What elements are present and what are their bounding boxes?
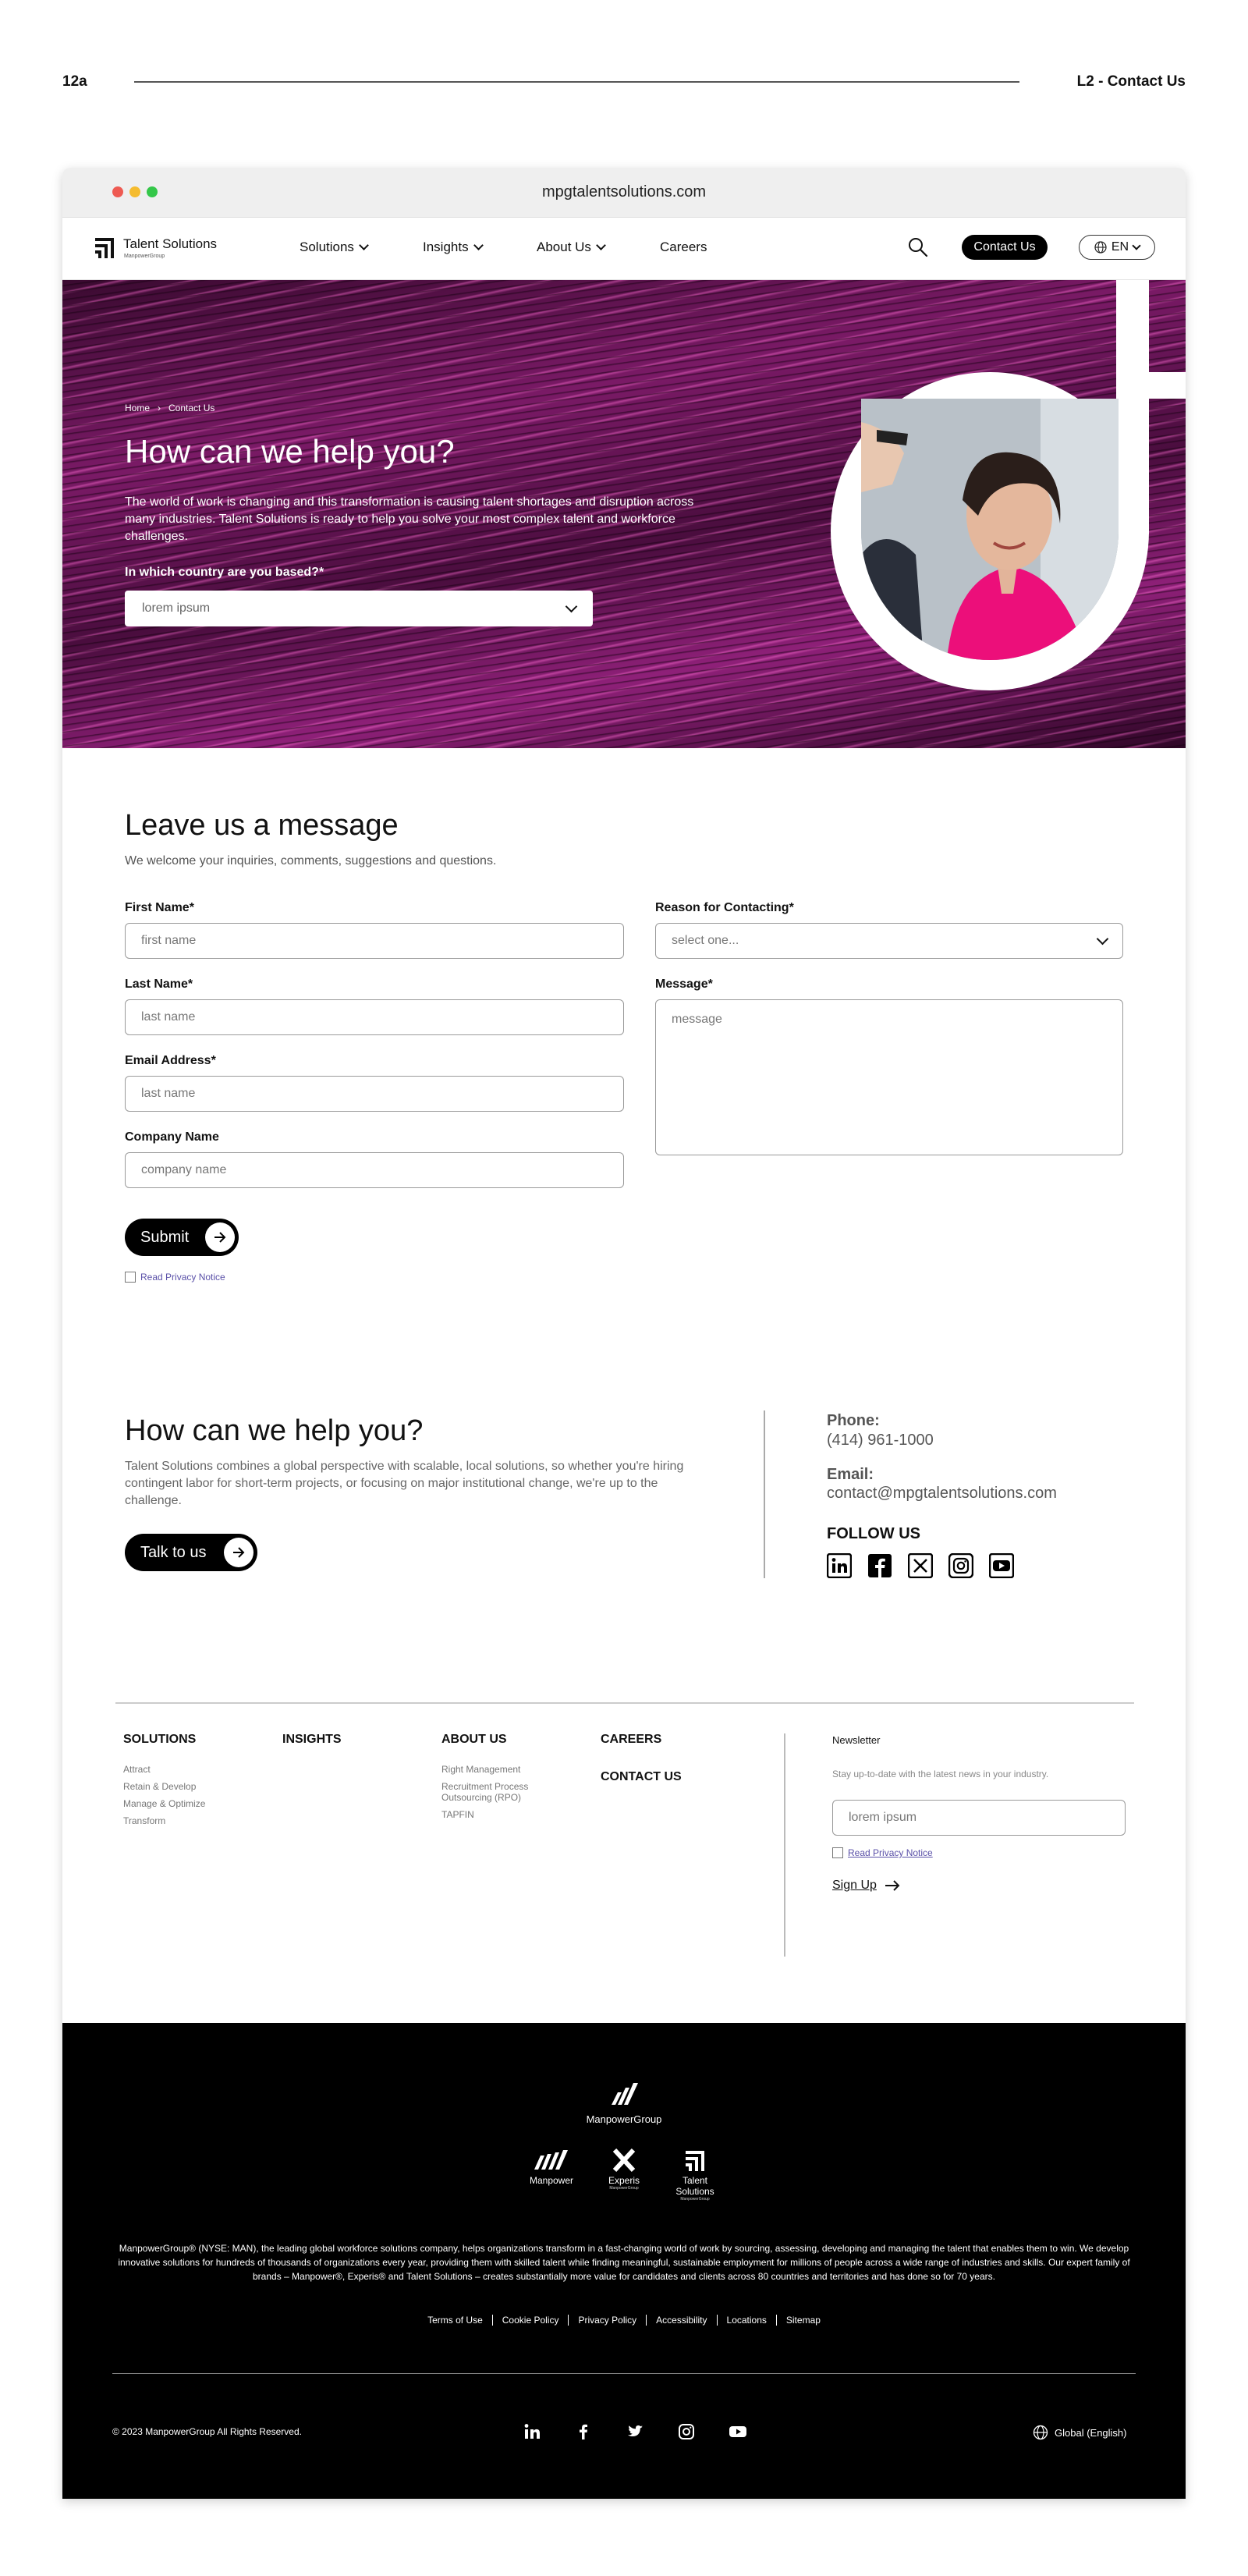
address-bar-url[interactable]: mpgtalentsolutions.com xyxy=(541,183,707,200)
brand-sub: ManpowerGroup xyxy=(680,2197,710,2202)
hero-photo xyxy=(861,399,1119,660)
email-field[interactable]: last name xyxy=(125,1076,624,1112)
brand-label: Experis xyxy=(608,2175,640,2186)
sitemap-link[interactable]: Attract xyxy=(123,1764,151,1775)
privacy-notice-checkbox[interactable] xyxy=(125,1272,225,1283)
header-rule xyxy=(134,81,1019,83)
sitemap-link[interactable]: Manage & Optimize xyxy=(123,1798,206,1809)
message-label: Message* xyxy=(655,978,713,991)
newsletter-subtitle: Stay up-to-date with the latest news in your industry. xyxy=(832,1769,1049,1779)
newsletter-privacy-link[interactable]: Read Privacy Notice xyxy=(848,1847,933,1858)
footer-link-cookie-policy[interactable]: Cookie Policy xyxy=(492,2315,569,2326)
newsletter-email-input[interactable]: lorem ipsum xyxy=(832,1800,1126,1836)
facebook-icon[interactable] xyxy=(867,1553,892,1578)
talk-to-us-button[interactable] xyxy=(125,1534,257,1571)
last-name-label: Last Name* xyxy=(125,978,193,991)
contact-us-button[interactable]: Contact Us xyxy=(962,235,1048,260)
site-header xyxy=(62,218,1186,280)
first-name-field[interactable]: first name xyxy=(125,923,624,959)
submit-button[interactable] xyxy=(125,1219,239,1256)
chevron-down-icon xyxy=(359,240,369,250)
reason-select[interactable] xyxy=(655,923,1123,959)
brand-label: Talent Solutions xyxy=(675,2175,714,2197)
talent-solutions-logo-icon[interactable] xyxy=(94,235,115,260)
brand-talent-solutions[interactable] xyxy=(668,2148,722,2202)
sitemap-heading-solutions[interactable]: SOLUTIONS xyxy=(123,1733,197,1746)
help-divider xyxy=(764,1410,765,1578)
chevron-down-icon xyxy=(473,240,484,250)
sign-up-button[interactable] xyxy=(832,1879,900,1893)
nav-label: Insights xyxy=(423,240,469,254)
sitemap-heading-insights[interactable]: INSIGHTS xyxy=(282,1733,342,1746)
experis-logo-icon xyxy=(611,2148,637,2173)
footer-link-privacy-policy[interactable]: Privacy Policy xyxy=(568,2315,646,2326)
footer-link-terms[interactable]: Terms of Use xyxy=(427,2315,483,2326)
businesswoman-image-icon xyxy=(861,399,1119,660)
language-label: EN xyxy=(1111,240,1129,254)
company-field[interactable]: company name xyxy=(125,1152,624,1188)
manpowergroup-name: ManpowerGroup xyxy=(586,2113,662,2125)
sitemap-link[interactable]: TAPFIN xyxy=(441,1809,474,1820)
phone-label: Phone: xyxy=(827,1412,880,1429)
arrow-right-icon xyxy=(885,1880,900,1891)
breadcrumb-home[interactable]: Home xyxy=(125,403,151,413)
footer-legal-text: ManpowerGroup® (NYSE: MAN), the leading global workforce solutions company, helps organizations transform in a fast-changing world of work by sourcing, assessing, developing and managing the talent that enables them to win. We develop innovative solutions for hundreds of thousands of organizations every year, providing them with skilled talent while finding meaningful, sustainable employment for millions of people across a wide range of industries and skills. Our expert family of brands – Manpower®, Experis® and Talent Solutions – creates substantially more value for candidates and clients across 80 countries and territories and has done so for 70 years. xyxy=(118,2243,1130,2282)
decorative-bar xyxy=(1116,372,1186,399)
country-select[interactable] xyxy=(125,591,593,626)
country-select-value: lorem ipsum xyxy=(142,601,211,615)
breadcrumb-separator-icon: › xyxy=(158,403,161,413)
sitemap-link[interactable]: Recruitment Process Outsourcing (RPO) xyxy=(441,1781,529,1803)
region-label: Global (English) xyxy=(1055,2426,1127,2439)
message-textarea[interactable]: message xyxy=(655,999,1123,1155)
nav-insights[interactable] xyxy=(423,240,482,255)
decorative-bar xyxy=(1116,280,1149,534)
instagram-icon[interactable] xyxy=(948,1553,973,1578)
sitemap-link[interactable]: Transform xyxy=(123,1815,166,1826)
message-section-title: Leave us a message xyxy=(125,809,399,842)
page-title: How can we help you? xyxy=(125,433,455,470)
search-icon[interactable] xyxy=(907,236,929,258)
sitemap-divider xyxy=(115,1702,1134,1704)
instagram-icon[interactable] xyxy=(677,2422,696,2441)
arrow-right-icon xyxy=(224,1538,254,1567)
hero-banner xyxy=(62,280,1186,748)
language-selector[interactable] xyxy=(1079,235,1155,260)
talent-solutions-logo-icon xyxy=(684,2148,706,2173)
footer-links xyxy=(62,2315,1186,2326)
facebook-icon[interactable] xyxy=(574,2422,593,2441)
email-label: Email Address* xyxy=(125,1054,216,1067)
help-section-title: How can we help you? xyxy=(125,1414,424,1447)
chevron-down-icon xyxy=(596,240,606,250)
checkbox[interactable] xyxy=(125,1272,136,1283)
footer-link-accessibility[interactable]: Accessibility xyxy=(646,2315,716,2326)
message-section-subtitle: We welcome your inquiries, comments, suggestions and questions. xyxy=(125,854,497,868)
checkbox[interactable] xyxy=(832,1847,843,1858)
email-address[interactable]: contact@mpgtalentsolutions.com xyxy=(827,1485,1057,1502)
sitemap-heading-contact-us[interactable]: CONTACT US xyxy=(601,1770,682,1783)
company-label: Company Name xyxy=(125,1130,219,1144)
logo-subtext: ManpowerGroup xyxy=(124,254,165,259)
linkedin-icon[interactable] xyxy=(827,1553,852,1578)
twitter-icon[interactable] xyxy=(626,2422,644,2441)
reason-select-value: select one... xyxy=(672,934,739,947)
linkedin-icon[interactable] xyxy=(523,2422,541,2441)
region-selector[interactable] xyxy=(1033,2425,1127,2440)
youtube-icon[interactable] xyxy=(989,1553,1014,1578)
follow-us-heading: FOLLOW US xyxy=(827,1525,920,1542)
submit-label: Submit xyxy=(140,1228,190,1246)
sign-up-label: Sign Up xyxy=(832,1879,877,1892)
globe-icon xyxy=(1033,2425,1048,2440)
country-question-label: In which country are you based?* xyxy=(125,566,324,579)
browser-chrome xyxy=(62,168,1186,218)
nav-label: About Us xyxy=(537,240,591,254)
brand-label: Manpower xyxy=(529,2175,574,2186)
arrow-right-icon xyxy=(205,1222,235,1252)
copyright: © 2023 ManpowerGroup All Rights Reserved. xyxy=(112,2426,302,2437)
footer-link-sitemap[interactable]: Sitemap xyxy=(776,2315,830,2326)
reason-label: Reason for Contacting* xyxy=(655,901,794,914)
chevron-down-icon xyxy=(1132,241,1140,250)
breadcrumb-current: Contact Us xyxy=(168,403,215,413)
newsletter-privacy-checkbox[interactable] xyxy=(832,1847,933,1858)
nav-about-us[interactable] xyxy=(537,240,604,255)
logo-text[interactable]: Talent Solutions xyxy=(123,236,218,251)
frame-number: 12a xyxy=(62,73,87,90)
chevron-down-icon xyxy=(1097,933,1109,946)
nav-label: Solutions xyxy=(300,240,354,254)
sitemap-heading-about-us[interactable]: ABOUT US xyxy=(441,1733,507,1746)
nav-careers[interactable] xyxy=(660,240,707,255)
manpower-logo-icon xyxy=(531,2148,572,2173)
phone-number[interactable]: (414) 961-1000 xyxy=(827,1432,934,1449)
manpowergroup-mark-icon xyxy=(607,2081,641,2108)
brand-experis[interactable] xyxy=(601,2148,647,2191)
globe-icon xyxy=(1094,241,1107,254)
brand-manpower[interactable] xyxy=(524,2148,579,2186)
sitemap-link[interactable]: Retain & Develop xyxy=(123,1781,197,1792)
newsletter-title: Newsletter xyxy=(832,1734,881,1746)
help-section-text: Talent Solutions combines a global perspective with scalable, local solutions, so whether you're hiring contingent labor for short-term projects, or focusing on major institutional change, we're up to the challenge. xyxy=(125,1460,684,1507)
hero-description: The world of work is changing and this transformation is causing talent shortages and disruption across many industries. Talent Solutions is ready to help you solve your most complex talent and workforce challenges. xyxy=(125,495,694,543)
footer-link-locations[interactable]: Locations xyxy=(717,2315,776,2326)
nav-solutions[interactable] xyxy=(300,240,367,255)
chevron-down-icon xyxy=(566,601,578,613)
talk-to-us-label: Talk to us xyxy=(140,1543,207,1561)
browser-window xyxy=(62,168,1186,2499)
breadcrumb xyxy=(125,403,214,413)
x-icon[interactable] xyxy=(908,1553,933,1578)
youtube-icon[interactable] xyxy=(729,2422,747,2441)
last-name-field[interactable]: last name xyxy=(125,999,624,1035)
manpowergroup-logo[interactable] xyxy=(573,2081,675,2125)
newsletter-divider xyxy=(784,1733,785,1957)
email-contact-label: Email: xyxy=(827,1466,874,1483)
privacy-notice-link[interactable]: Read Privacy Notice xyxy=(140,1272,225,1283)
brand-sub: ManpowerGroup xyxy=(609,2186,639,2191)
sitemap-link[interactable]: Right Management xyxy=(441,1764,521,1775)
footer-divider xyxy=(112,2373,1136,2374)
frame-title: L2 - Contact Us xyxy=(1076,73,1186,90)
sitemap-heading-careers[interactable]: CAREERS xyxy=(601,1733,662,1746)
first-name-label: First Name* xyxy=(125,901,194,914)
nav-label: Careers xyxy=(660,240,707,254)
